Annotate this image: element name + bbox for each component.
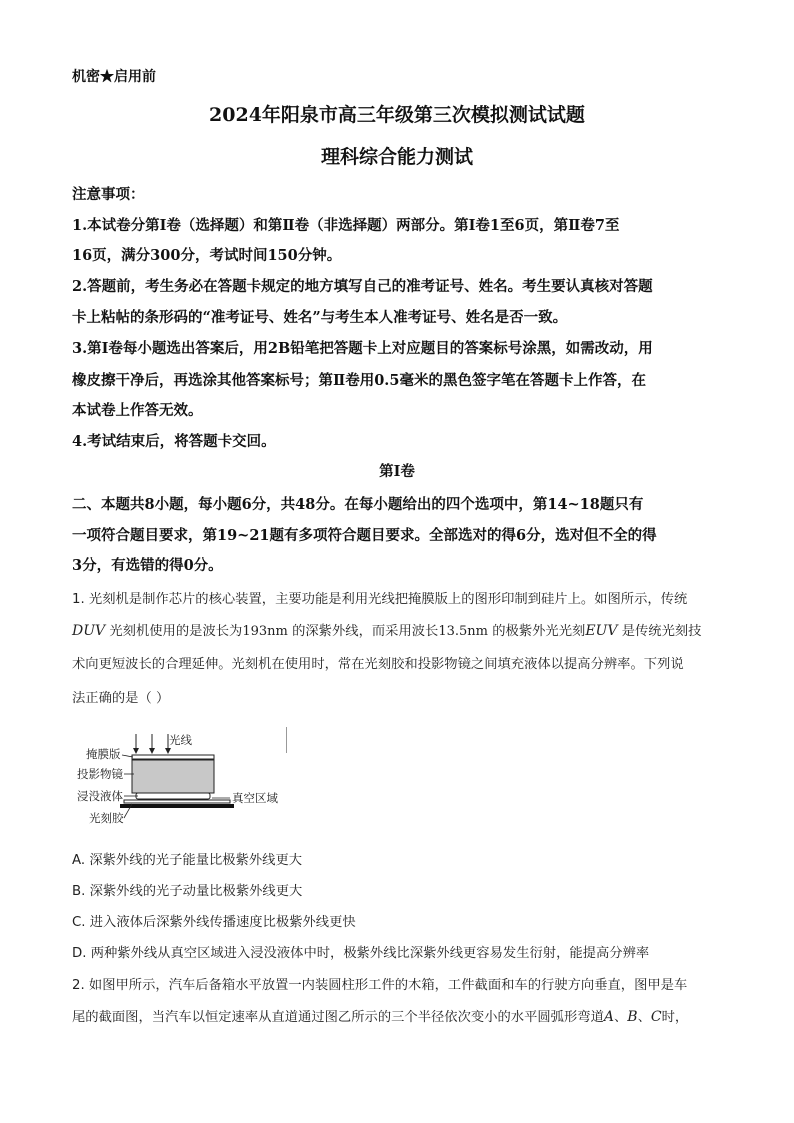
section-label: 第Ⅰ卷 <box>379 463 415 480</box>
wavelength-13-5: 13.5nm <box>438 624 489 639</box>
euv-symbol: EUV <box>585 623 618 639</box>
immersion-liquid <box>136 793 210 799</box>
option-d: D. 两种紫外线从真空区域进入浸没液体中时，极紫外线比深紫外线更容易发生衍射，能提高分辨率 <box>72 946 650 961</box>
wafer-base <box>120 804 234 808</box>
leader-line <box>122 755 133 757</box>
notes-line: 3.第Ⅰ卷每小题选出答案后，用2B铅笔把答题卡上对应题目的答案标号涂黑，如需改动，用 <box>72 340 653 357</box>
projection-lens <box>132 760 214 793</box>
mask-plate <box>132 755 214 759</box>
question-1-line: 法正确的是（ ） <box>72 691 170 706</box>
notes-line: 本试卷上作答无效。 <box>72 402 203 419</box>
question-1-line: 术向更短波长的合理延伸。光刻机在使用时，常在光刻胶和投影物镜之间填充液体以提高分辨率。下列说 <box>72 657 684 672</box>
notes-heading: 注意事项： <box>72 186 145 203</box>
notes-line: 卡上粘帖的条形码的“准考证号、姓名”与考生本人准考证号、姓名是否一致。 <box>72 309 568 326</box>
notes-line: 2.答题前，考生务必在答题卡规定的地方填写自己的准考证号、姓名。考生要认真核对答题 <box>72 278 653 295</box>
figure-divider <box>286 727 287 753</box>
mask-label: 掩膜版 <box>86 747 121 761</box>
photoresist-layer <box>124 800 230 803</box>
curve-b: B <box>627 1009 638 1025</box>
light-arrowhead <box>149 748 155 754</box>
wavelength-193: 193nm <box>242 624 288 639</box>
question-1-line: 1. 光刻机是制作芯片的核心装置，主要功能是利用光线把掩膜版上的图形印制到硅片上。如图所示，传统 <box>72 592 688 607</box>
liquid-label: 浸没液体 <box>77 789 123 803</box>
section-instruction: 一项符合题目要求，第19~21题有多项符合题目要求。全部选对的得6分，选对但不全的得 <box>72 527 657 544</box>
curve-c: C <box>650 1009 662 1025</box>
section-instruction: 二、本题共8小题，每小题6分，共48分。在每小题给出的四个选项中，第14~18题只有 <box>72 496 644 513</box>
resist-label: 光刻胶 <box>89 811 124 825</box>
notes-line: 4.考试结束后，将答题卡交回。 <box>72 433 276 450</box>
option-b: B. 深紫外线的光子动量比极紫外线更大 <box>72 884 303 899</box>
notes-line: 橡皮擦干净后，再选涂其他答案标号；第Ⅱ卷用0.5毫米的黑色签字笔在答题卡上作答，在 <box>72 372 646 389</box>
section-instruction: 3分，有选错的得0分。 <box>72 557 223 574</box>
curve-a: A <box>603 1009 614 1025</box>
lithography-figure <box>72 722 302 837</box>
question-1-line: DUV 光刻机使用的是波长为193nm 的深紫外线，而采用波长13.5nm 的极紫外光光刻EUV 是传统光刻技 <box>72 623 702 639</box>
vacuum-label: 真空区域 <box>232 791 278 805</box>
question-2-line: 2. 如图甲所示，汽车后备箱水平放置一内装圆柱形工件的木箱，工件截面和车的行驶方向垂直，图甲是车 <box>72 978 688 993</box>
lens-label: 投影物镜 <box>77 767 123 781</box>
light-arrowhead <box>133 748 139 754</box>
notes-line: 16页，满分300分，考试时间150分钟。 <box>72 247 342 264</box>
confidential-label: 机密★启用前 <box>72 69 156 85</box>
duv-symbol: DUV <box>72 623 106 639</box>
exam-title: 2024年阳泉市高三年级第三次模拟测试试题 <box>209 104 585 126</box>
question-2-line: 尾的截面图，当汽车以恒定速率从直道通过图乙所示的三个半径依次变小的水平圆弧形弯道A、B、C时， <box>72 1009 689 1025</box>
light-arrowhead <box>165 748 171 754</box>
notes-line: 1.本试卷分第Ⅰ卷（选择题）和第Ⅱ卷（非选择题）两部分。第Ⅰ卷1至6页，第Ⅱ卷7至 <box>72 217 620 234</box>
option-c: C. 进入液体后深紫外线传播速度比极紫外线更快 <box>72 915 356 930</box>
light-label: 光线 <box>169 733 192 747</box>
exam-subtitle: 理科综合能力测试 <box>320 146 473 168</box>
option-a: A. 深紫外线的光子能量比极紫外线更大 <box>72 853 303 868</box>
